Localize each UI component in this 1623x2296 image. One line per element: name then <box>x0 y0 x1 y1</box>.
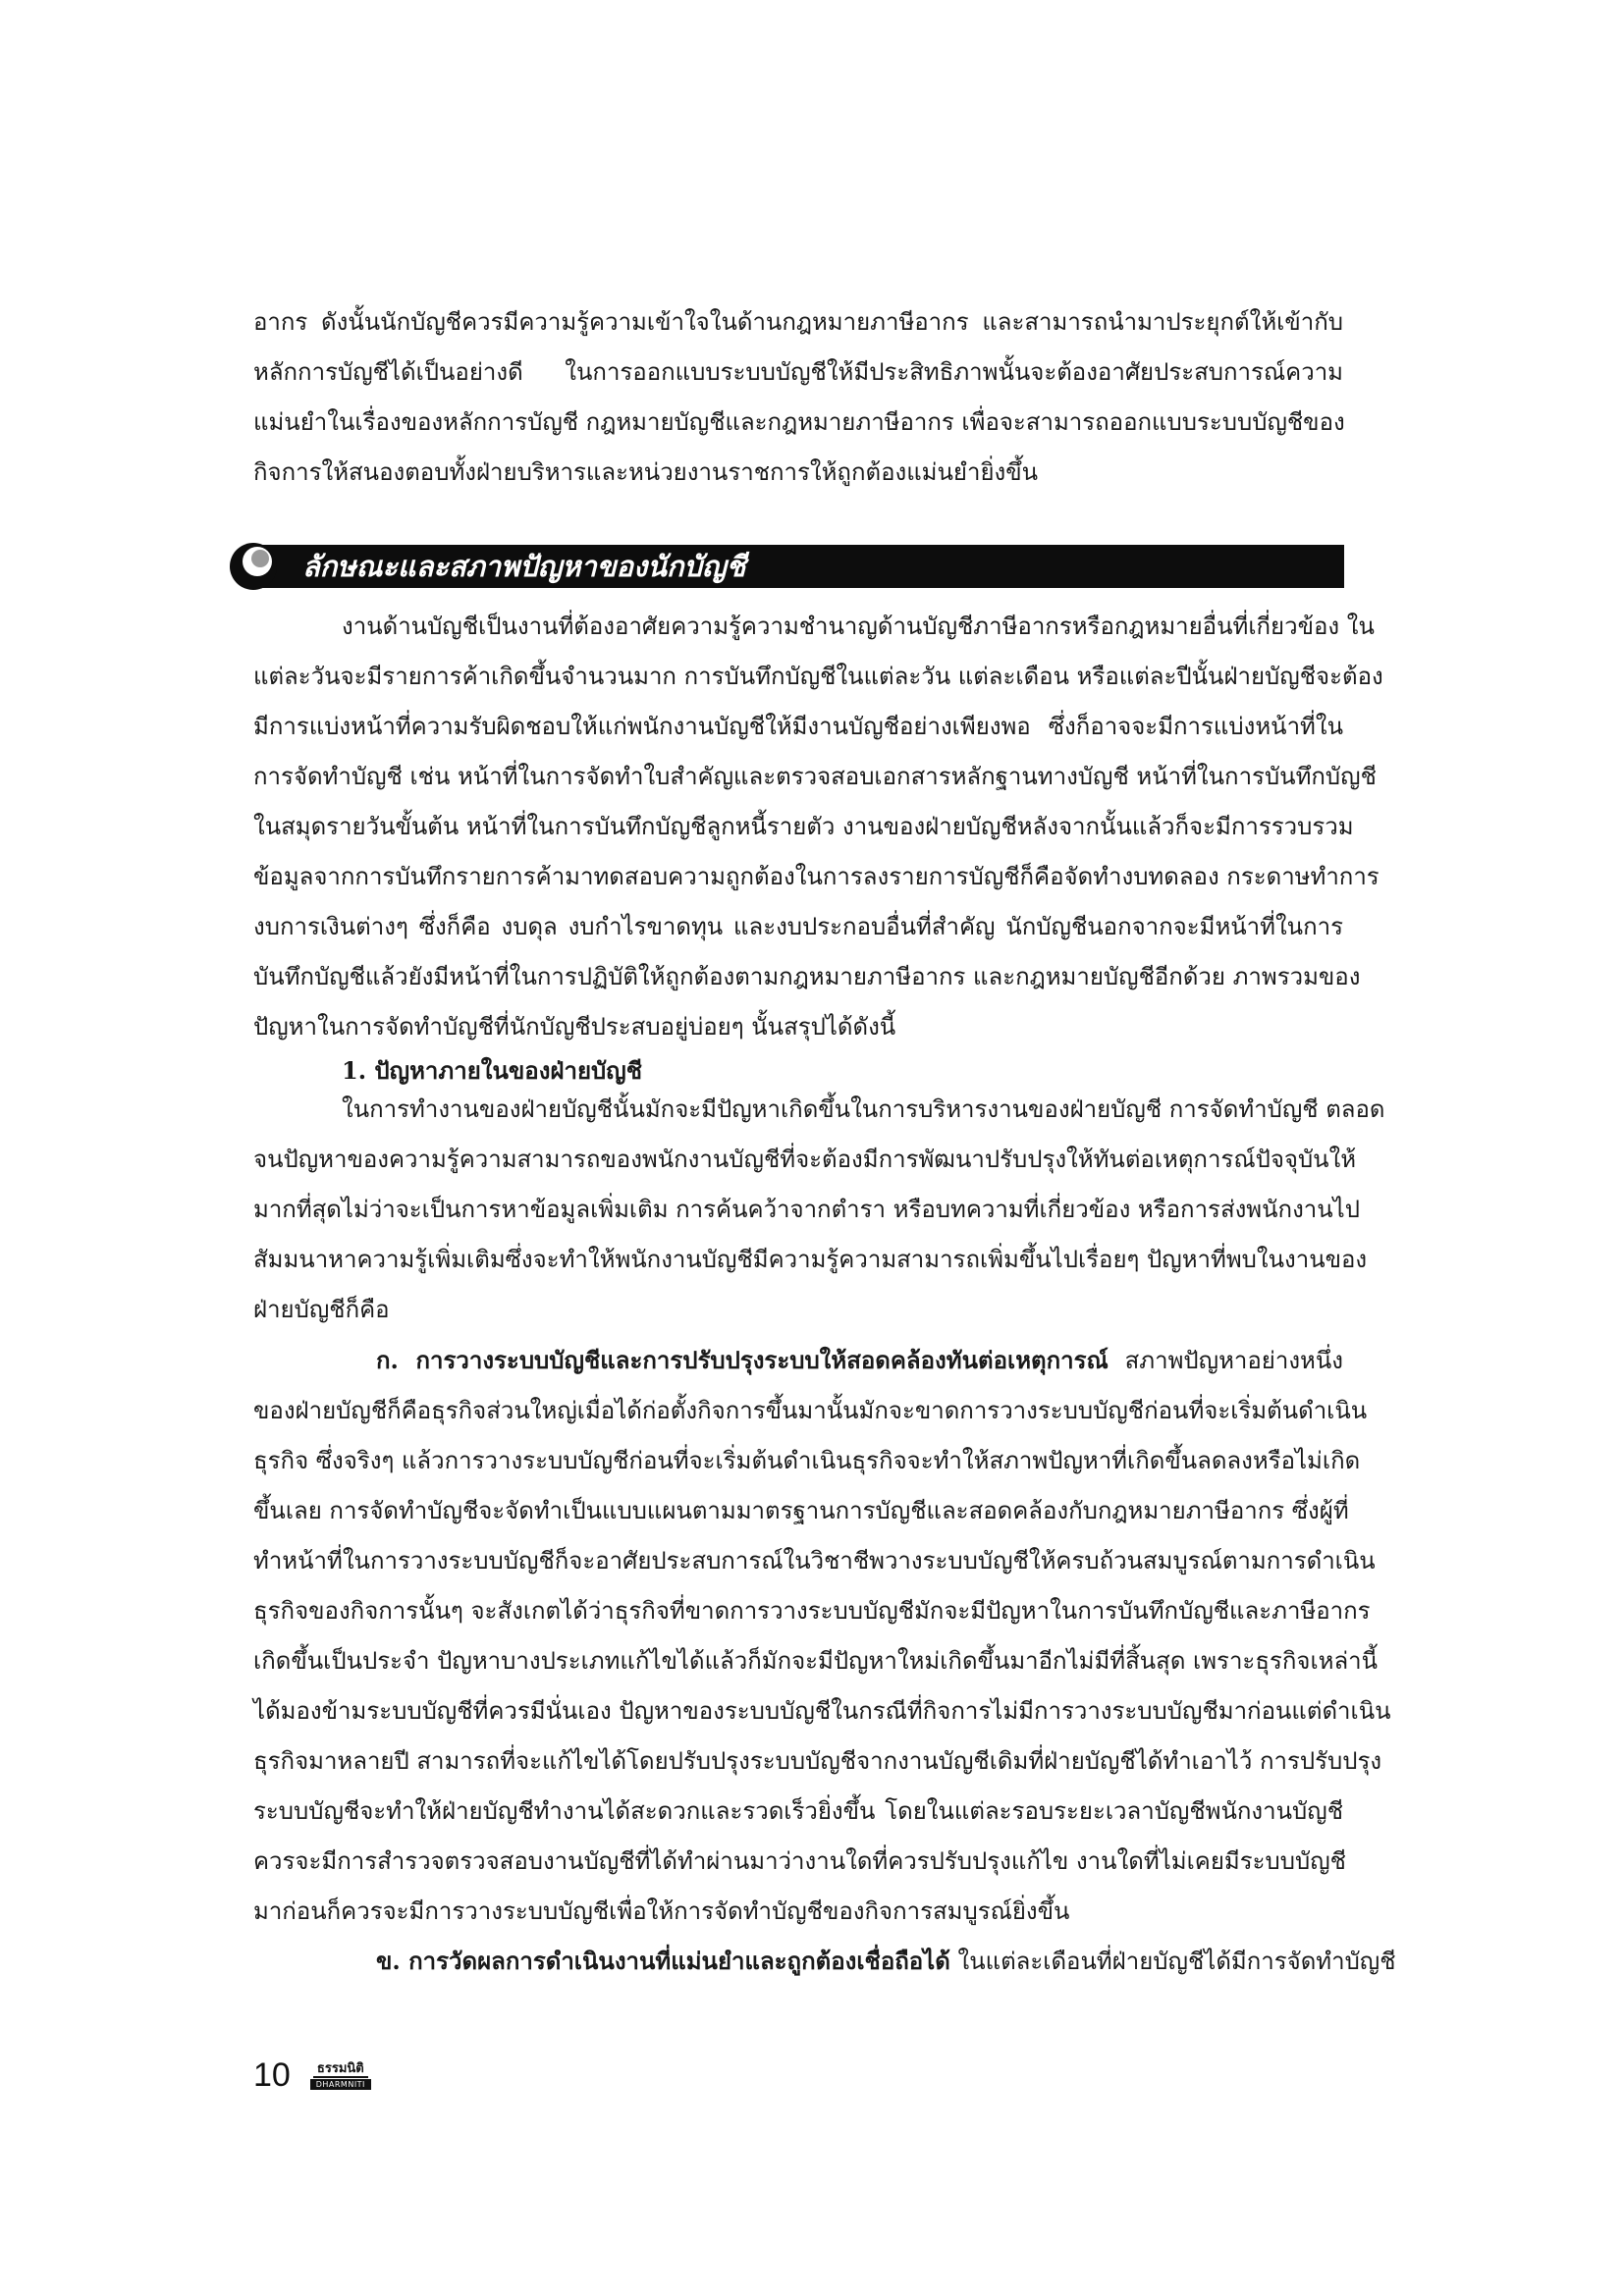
text-line: มาก่อนก็ควรจะมีการวางระบบบัญชีเพื่อให้การจัดทำบัญชีของกิจการสมบูรณ์ยิ่งขึ้น <box>253 1897 1070 1925</box>
item-b-lead-text: ในแต่ละเดือนที่ฝ่ายบัญชีได้มีการจัดทำบัญชี <box>949 1948 1396 1975</box>
section-heading-bar <box>261 545 1344 588</box>
text-line: ธุรกิจของกิจการนั้นๆ จะสังเกตได้ว่าธุรกิจที่ขาดการวางระบบบัญชีมักจะมีปัญหาในการบันทึกบัญชีและภาษีอากร <box>253 1597 1371 1625</box>
text-line: กิจการให้สนองตอบทั้งฝ่ายบริหารและหน่วยงานราชการให้ถูกต้องแม่นยำยิ่งขึ้น <box>253 458 1039 486</box>
item-a-heading: ก. การวางระบบบัญชีและการปรับปรุงระบบให้สอดคล้องทันต่อเหตุการณ์ <box>376 1346 1109 1374</box>
text-line: ขึ้นเลย การจัดทำบัญชีจะจัดทำเป็นแบบแผนตามมาตรฐานการบัญชีและสอดคล้องกับกฎหมายภาษีอากร ซึ่งผู้ที่ <box>253 1497 1349 1524</box>
text-line: ฝ่ายบัญชีก็คือ <box>253 1296 390 1323</box>
text-line: สัมมนาหาความรู้เพิ่มเติมซึ่งจะทำให้พนักงานบัญชีมีความรู้ความสามารถเพิ่มขึ้นไปเรื่อยๆ ปัญหาที่พบในงานของ <box>253 1246 1368 1273</box>
publisher-logo <box>300 2061 381 2091</box>
text-line: ธุรกิจมาหลายปี สามารถที่จะแก้ไขได้โดยปรับปรุงระบบบัญชีจากงานบัญชีเดิมที่ฝ่ายบัญชีได้ทำเอาไว้ การปรับปรุง <box>253 1747 1382 1775</box>
internal-problems-paragraph <box>253 1085 1385 1335</box>
text-line: งบการเงินต่างๆ ซึ่งก็คือ งบดุล งบกำไรขาดทุน และงบประกอบอื่นที่สำคัญ นักบัญชีนอกจากจะมีหน้าที่ในการ <box>253 913 1343 940</box>
text-line: บันทึกบัญชีแล้วยังมีหน้าที่ในการปฏิบัติให้ถูกต้องตามกฎหมายภาษีอากร และกฎหมายบัญชีอีกด้วย ภาพรวมของ <box>253 963 1361 990</box>
item-b-paragraph <box>253 1936 1396 1987</box>
section-body-paragraph <box>253 602 1383 1052</box>
text-line: การจัดทำบัญชี เช่น หน้าที่ในการจัดทำใบสำคัญและตรวจสอบเอกสารหลักฐานทางบัญชี หน้าที่ในการบันทึกบัญชี <box>253 763 1377 790</box>
section-heading-banner <box>228 541 1344 591</box>
item-a-lead-text: สภาพปัญหาอย่างหนึ่ง <box>1108 1347 1343 1374</box>
text-line: แต่ละวันจะมีรายการค้าเกิดขึ้นจำนวนมาก การบันทึกบัญชีในแต่ละวัน แต่ละเดือน หรือแต่ละปีนั้นฝ่ายบัญชีจะต้อง <box>253 663 1383 690</box>
text-line: ปัญหาในการจัดทำบัญชีที่นักบัญชีประสบอยู่บ่อยๆ นั้นสรุปได้ดังนี้ <box>253 1013 896 1041</box>
section-heading-title: ลักษณะและสภาพปัญหาของนักบัญชี <box>302 550 746 583</box>
text-line: แม่นยำในเรื่องของหลักการบัญชี กฎหมายบัญชีและกฎหมายภาษีอากร เพื่อจะสามารถออกแบบระบบบัญชีของ <box>253 408 1345 436</box>
text-line: งานด้านบัญชีเป็นงานที่ต้องอาศัยความรู้ความชำนาญด้านบัญชีภาษีอากรหรือกฎหมายอื่นที่เกี่ยวข้อง ใน <box>342 613 1375 640</box>
page-number: 10 <box>253 2056 291 2094</box>
text-line: ของฝ่ายบัญชีก็คือธุรกิจส่วนใหญ่เมื่อได้ก่อตั้งกิจการขึ้นมานั้นมักจะขาดการวางระบบบัญชีก่อนที่จะเริ่มต้นดำเนิน <box>253 1397 1368 1424</box>
text-line: ข้อมูลจากการบันทึกรายการค้ามาทดสอบความถูกต้องในการลงรายการบัญชีก็คือจัดทำงบทดลอง กระดาษทำการ <box>253 863 1380 890</box>
item-b-heading: ข. การวัดผลการดำเนินงานที่แม่นยำและถูกต้องเชื่อถือได้ <box>376 1947 950 1975</box>
item-a-first-line <box>253 1335 1343 1386</box>
text-line: จนปัญหาของความรู้ความสามารถของพนักงานบัญชีที่จะต้องมีการพัฒนาปรับปรุงให้ทันต่อเหตุการณ์ปัจจุบันให้ <box>253 1146 1357 1173</box>
subheading-internal-problems <box>253 1054 1343 1088</box>
text-line: เกิดขึ้นเป็นประจำ ปัญหาบางประเภทแก้ไขได้แล้วก็มักจะมีปัญหาใหม่เกิดขึ้นมาอีกไม่มีที่สิ้นสุด เพราะธุรกิจเหล่านี้ <box>253 1647 1379 1675</box>
text-line: ทำหน้าที่ในการวางระบบบัญชีก็จะอาศัยประสบการณ์ในวิชาชีพวางระบบบัญชีให้ครบถ้วนสมบูรณ์ตามการดำเนิน <box>253 1547 1376 1575</box>
text-line: ได้มองข้ามระบบบัญชีที่ควรมีนั่นเอง ปัญหาของระบบบัญชีในกรณีที่กิจการไม่มีการวางระบบบัญชีมาก่อนแต่ดำเนิน <box>253 1697 1391 1725</box>
text-line: ควรจะมีการสำรวจตรวจสอบงานบัญชีที่ได้ทำผ่านมาว่างานใดที่ควรปรับปรุงแก้ไข งานใดที่ไม่เคยมีระบบบัญชี <box>253 1847 1346 1875</box>
text-line: หลักการบัญชีได้เป็นอย่างดี ในการออกแบบระบบบัญชีให้มีประสิทธิภาพนั้นจะต้องอาศัยประสบการณ์ความ <box>253 358 1343 386</box>
text-line: มากที่สุดไม่ว่าจะเป็นการหาข้อมูลเพิ่มเติม การค้นคว้าจากตำรา หรือบทความที่เกี่ยวข้อง หรือการส่งพนักงานไป <box>253 1196 1360 1223</box>
text-line: อากร ดังนั้นนักบัญชีควรมีความรู้ความเข้าใจในด้านกฎหมายภาษีอากร และสามารถนำมาประยุกต์ให้เข้ากับ <box>253 308 1343 336</box>
logo-wordmark-thai: ธรรมนิติ <box>313 2061 368 2078</box>
text-line: ระบบบัญชีจะทำให้ฝ่ายบัญชีทำงานได้สะดวกและรวดเร็วยิ่งขึ้น โดยในแต่ละรอบระยะเวลาบัญชีพนักงานบัญชี <box>253 1797 1343 1825</box>
item-a-paragraph <box>253 1335 1391 1937</box>
page-footer <box>253 2052 381 2095</box>
subheading-text: 1. ปัญหาภายในของฝ่ายบัญชี <box>342 1056 642 1085</box>
text-line: ธุรกิจ ซึ่งจริงๆ แล้วการวางระบบบัญชีก่อนที่จะเริ่มต้นดำเนินธุรกิจจะทำให้สภาพปัญหาที่เกิดขึ้นลดลงหรือไม่เกิด <box>253 1447 1361 1474</box>
crescent-swirl-icon <box>228 541 279 592</box>
text-line: ในสมุดรายวันขั้นต้น หน้าที่ในการบันทึกบัญชีลูกหนี้รายตัว งานของฝ่ายบัญชีหลังจากนั้นแล้วก็จะมีการรวบรวม <box>253 813 1354 840</box>
text-line: มีการแบ่งหน้าที่ความรับผิดชอบให้แก่พนักงานบัญชีให้มีงานบัญชีอย่างเพียงพอ ซึ่งก็อาจจะมีการแบ่งหน้าที่ใน <box>253 713 1343 740</box>
logo-wordmark-latin: DHARMNITI <box>310 2079 371 2090</box>
intro-paragraph <box>253 297 1343 498</box>
text-line: ในการทำงานของฝ่ายบัญชีนั้นมักจะมีปัญหาเกิดขึ้นในการบริหารงานของฝ่ายบัญชี การจัดทำบัญชี ตลอด <box>342 1095 1385 1123</box>
item-b-first-line <box>253 1936 1396 1987</box>
